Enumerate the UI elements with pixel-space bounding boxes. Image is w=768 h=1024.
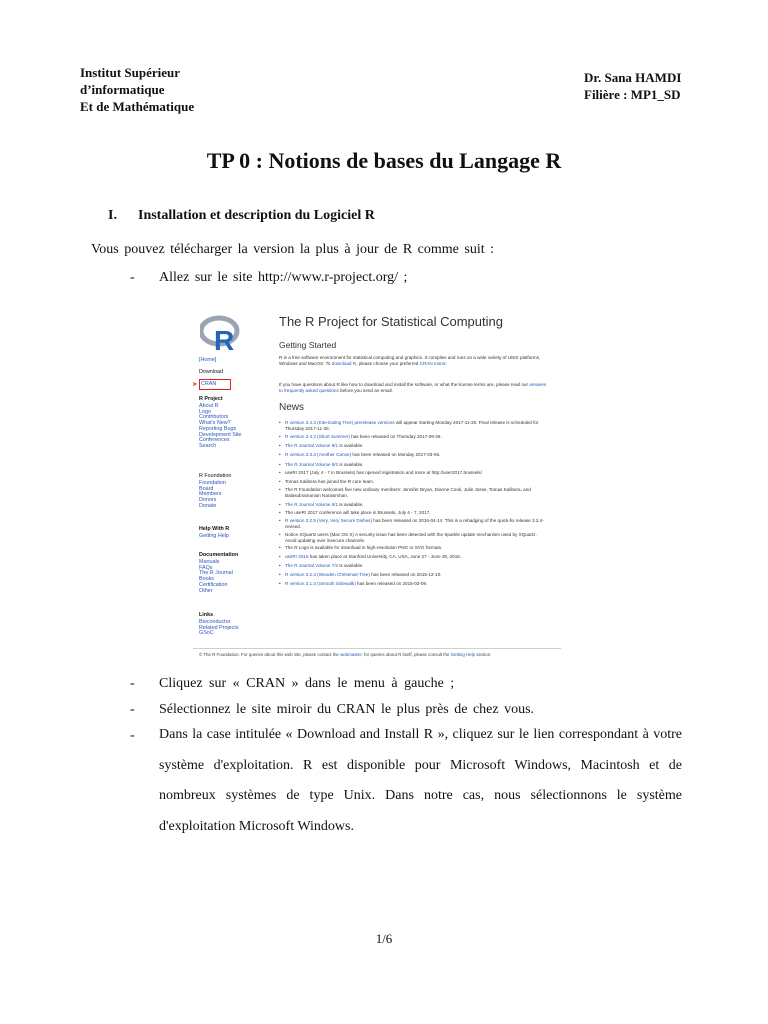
- news-item: [279, 420, 549, 431]
- news-item: [279, 518, 549, 529]
- footer-text: section.: [475, 652, 492, 657]
- news-text: is available.: [338, 462, 364, 467]
- sidebar-links-item[interactable]: Related Projects: [199, 624, 239, 631]
- section-number: I.: [108, 208, 117, 223]
- sidebar-home[interactable]: [Home]: [199, 357, 217, 363]
- sidebar-foundation-item[interactable]: Members: [199, 491, 222, 498]
- r-project-screenshot: [193, 306, 561, 664]
- bullet-dash: -: [130, 728, 135, 743]
- institution-line-1: Institut Supérieur: [80, 65, 181, 80]
- bullet-dash: -: [130, 702, 135, 717]
- sidebar-foundation-item[interactable]: Board: [199, 485, 214, 492]
- news-item: [279, 545, 549, 551]
- news-text: has been released on 2015-03-09.: [355, 581, 428, 586]
- author-header: [584, 69, 681, 103]
- news-link[interactable]: The R Journal Volume 9/1: [285, 443, 339, 448]
- faq-link[interactable]: answers to frequently asked questions: [279, 382, 547, 393]
- red-arrow-icon: [193, 379, 197, 389]
- news-link[interactable]: The R Journal Volume 8/2: [285, 462, 339, 467]
- sidebar-links-item[interactable]: GSoC: [199, 630, 214, 637]
- footer-text: ; for queries about R itself, please consult the: [361, 652, 451, 657]
- news-text: has been released on 2016-04-14. This is a rebadging of the quick-fix release 3.2.4-revised.: [285, 518, 544, 529]
- intro-text-part: R is a free software environment for statistical computing and graphics. It compiles and runs on a wide variety of UNIX platforms, Windows and MacOS. To: [279, 355, 541, 366]
- faq-text: [279, 382, 549, 393]
- footer-text: © The R Foundation. For queries about this web site, please contact the: [199, 652, 341, 657]
- sidebar-rproject-item[interactable]: Contributors: [199, 414, 229, 421]
- sidebar-rproject-item[interactable]: Logo: [199, 408, 211, 415]
- sidebar-documentation-item[interactable]: Manuals: [199, 559, 220, 565]
- sidebar-foundation-item[interactable]: Donors: [199, 497, 217, 504]
- bullet-text: Dans la case intitulée « Download and Install R », cliquez sur le lien correspondant à votre système d'exploitation. R est disponible pour Microsoft Windows, Macintosh et de nombreux systèmes de type Unix. Dans notre cas, nous sélectionnons le système d'exploitation Microsoft Windows.: [159, 727, 682, 834]
- sidebar-documentation-item[interactable]: FAQs: [199, 564, 213, 571]
- sidebar-rproject-heading: R Project: [199, 396, 223, 402]
- getting-started-heading: Getting Started: [279, 340, 337, 350]
- news-item: [279, 462, 549, 468]
- news-item: [279, 434, 549, 440]
- news-text: is available.: [338, 563, 364, 568]
- news-link[interactable]: R version 3.2.5 (Very, Very Secure Dishes): [285, 518, 372, 523]
- intro-paragraph: Vous pouvez télécharger la version la plus à jour de R comme suit :: [91, 242, 495, 257]
- news-text: will appear starting Monday 2017-11-20. Final release is scheduled for Thursday 2017-11-30.: [285, 420, 539, 431]
- faq-text-part: If you have questions about R like how to download and install the software, or what the license terms are, please read our: [279, 382, 530, 387]
- news-link[interactable]: R version 3.4.3 (Kite-Eating Tree) prerelease versions: [285, 420, 395, 425]
- sidebar-rproject-item[interactable]: Search: [199, 442, 217, 449]
- footer-divider: [193, 648, 561, 649]
- news-item: [279, 452, 549, 458]
- sidebar-rproject-item[interactable]: Conferences: [199, 437, 230, 444]
- sidebar-links-heading: Links: [199, 612, 214, 618]
- sidebar-documentation-item[interactable]: The R Journal: [199, 570, 233, 577]
- sidebar-documentation-heading: Documentation: [199, 552, 239, 558]
- intro-text-part: .: [445, 360, 447, 366]
- news-item: [279, 502, 549, 508]
- news-text: Notice XQuartz users (Mac OS X) A security issue has been detected with the Sparkle update mechanism used by XQuartz. Avoid updating over insecure channels.: [285, 532, 537, 543]
- news-item: [279, 510, 549, 516]
- intro-text-part: , please choose your preferred: [356, 360, 420, 366]
- cran-mirror-link[interactable]: CRAN mirror: [419, 360, 446, 366]
- sidebar-foundation-heading: R Foundation: [199, 473, 232, 479]
- institution-line-3: Et de Mathématique: [80, 99, 195, 114]
- r-page-title: The R Project for Statistical Computing: [279, 314, 503, 329]
- sidebar-download-heading: Download: [199, 369, 223, 375]
- faq-text-part: before you send an email.: [338, 387, 393, 393]
- sidebar-rproject-item[interactable]: Reporting Bugs: [199, 425, 237, 432]
- news-link[interactable]: The R Journal Volume 8/1: [285, 502, 339, 507]
- news-text: has taken place at Stanford University, CA, USA, June 27 - June 30, 2016.: [308, 554, 462, 559]
- news-text: useR! 2017 (July 4 - 7 in Brussels) has opened registration and more at http://user2017.brussels/: [285, 470, 482, 475]
- news-link[interactable]: The R Journal Volume 7/2: [285, 563, 339, 568]
- news-item: [279, 532, 549, 543]
- bullet-dash: -: [130, 270, 135, 285]
- program-name: Filière : MP1_SD: [584, 87, 681, 102]
- document-title: TP 0 : Notions de bases du Langage R: [206, 148, 562, 173]
- r-logo-icon: [200, 314, 242, 354]
- section-title: Installation et description du Logiciel R: [138, 208, 375, 223]
- r-footer: [199, 652, 491, 657]
- news-text: has been released on Monday 2017-03-06.: [351, 452, 441, 457]
- news-text: is available.: [338, 443, 364, 448]
- sidebar-documentation-item[interactable]: Other: [199, 587, 213, 594]
- news-item: [279, 554, 549, 560]
- sidebar-documentation-item[interactable]: Certification: [199, 581, 228, 588]
- bullet-text: Cliquez sur « CRAN » dans le menu à gauche ;: [159, 676, 455, 691]
- news-item: [279, 470, 549, 476]
- author-name: Dr. Sana HAMDI: [584, 70, 682, 85]
- news-item: [279, 563, 549, 569]
- sidebar-links-item[interactable]: Bioconductor: [199, 619, 231, 625]
- webmaster-link[interactable]: webmaster: [340, 652, 362, 657]
- institution-header: [80, 64, 194, 115]
- institution-line-2: d’informatique: [80, 82, 165, 97]
- news-item: [279, 443, 549, 449]
- news-text: The R Logo is available for download in high-resolution PNG or SVG formats.: [285, 545, 443, 550]
- news-text: has been released on 2015-12-10.: [370, 572, 442, 577]
- sidebar-foundation-item[interactable]: Donate: [199, 502, 217, 509]
- getting-help-link[interactable]: Getting Help: [450, 652, 476, 657]
- news-text: is available.: [338, 502, 364, 507]
- sidebar-rproject-item[interactable]: What’s New?: [199, 420, 231, 427]
- news-text: The R Foundation welcomes five new ordinary members: Jennifer Bryan, Dianne Cook, Julie Josse, Tomas Kalibera, and Balasubramanian Narasimhan.: [285, 487, 531, 498]
- section-heading: [108, 208, 375, 224]
- download-r-link[interactable]: download R: [331, 360, 357, 366]
- news-link[interactable]: R version 3.3.3 (Another Canoe): [285, 452, 352, 457]
- news-item: [279, 487, 549, 498]
- news-item: [279, 572, 549, 578]
- news-link[interactable]: R version 3.2.3 (Wooden Christmas-Tree): [285, 572, 371, 577]
- news-text: has been released on Thursday 2017-09-28.: [349, 434, 442, 439]
- news-link[interactable]: useR! 2016: [285, 554, 309, 559]
- news-link[interactable]: R version 3.1.3 (Smooth Sidewalk): [285, 581, 356, 586]
- news-text: Tomas Kalibera has joined the R core team.: [285, 479, 375, 484]
- news-link[interactable]: R version 3.4.2 (Short Summer): [285, 434, 350, 439]
- bullet-dash: -: [130, 676, 135, 691]
- news-item: [279, 581, 549, 587]
- intro-text: [279, 355, 549, 366]
- sidebar-foundation-item[interactable]: Foundation: [199, 480, 226, 486]
- bullet-text: Allez sur le site http://www.r-project.org/ ;: [159, 270, 408, 285]
- page-number: 1/6: [375, 931, 393, 946]
- sidebar-cran-link[interactable]: CRAN: [201, 381, 217, 387]
- sidebar-help-heading: Help With R: [199, 526, 230, 532]
- news-text: The useR! 2017 conference will take place in Brussels, July 4 - 7, 2017.: [285, 510, 431, 515]
- bullet-text: Sélectionnez le site miroir du CRAN le plus près de chez vous.: [159, 702, 535, 717]
- sidebar-documentation-item[interactable]: Books: [199, 576, 214, 583]
- news-heading: News: [279, 402, 305, 413]
- sidebar-rproject-item[interactable]: About R: [199, 403, 219, 409]
- sidebar-help-item[interactable]: Getting Help: [199, 533, 229, 539]
- news-item: [279, 479, 549, 485]
- r-logo-letter: R: [214, 325, 235, 354]
- sidebar-rproject-item[interactable]: Development Site: [199, 431, 242, 438]
